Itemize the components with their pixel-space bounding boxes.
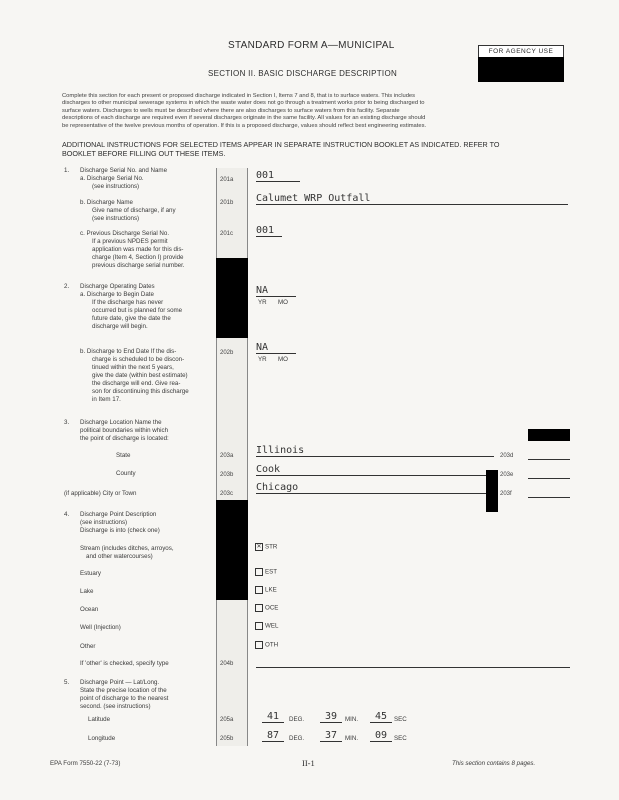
item2a-sub: discharge will begin.: [92, 323, 148, 330]
discharge-serial-field[interactable]: 001: [256, 170, 300, 182]
state-label: State: [116, 452, 131, 459]
form-title: STANDARD FORM A—MUNICIPAL: [228, 40, 395, 51]
item1c-sub: previous discharge serial number.: [92, 262, 185, 269]
other-label: If 'other' is checked, specify type: [80, 660, 169, 667]
intro-line: surface waters. Discharges to wells must be described where there are also discharges to surface waters from this facility. Separate: [62, 107, 400, 114]
option-code: OTH: [265, 641, 279, 649]
item1c-sub: If a previous NPDES permit: [92, 238, 168, 245]
latitude-label: Latitude: [88, 716, 111, 723]
checkbox-icon: [255, 604, 263, 612]
lat-min-field[interactable]: 39: [320, 711, 342, 723]
option-label: Stream (includes ditches, arroyos,: [80, 545, 174, 552]
option-code: OCE: [265, 604, 279, 612]
long-deg-field[interactable]: 87: [262, 730, 284, 742]
field-code: 205a: [220, 717, 234, 723]
other-type-field[interactable]: [256, 666, 570, 668]
previous-serial-field[interactable]: 001: [256, 225, 282, 237]
item5-sub: second. (see instructions): [80, 703, 151, 710]
item2-title: Discharge Operating Dates: [80, 283, 155, 290]
item2a-sub: occurred but is planned for some: [92, 307, 183, 314]
state-field[interactable]: Illinois: [256, 445, 494, 457]
item3-sub: the point of discharge is located:: [80, 435, 169, 442]
option-label: Estuary: [80, 570, 101, 577]
checkbox-icon: [255, 568, 263, 576]
item2b-sub: charge is scheduled to be discon-: [92, 356, 185, 363]
intro-line: discharges to other municipal sewerage systems in which the waste water does not go through a treatment works prior to being discharged to: [62, 100, 425, 107]
section-note: This section contains 8 pages.: [452, 760, 536, 767]
item2b-sub: son for discontinuing this discharge: [92, 388, 189, 395]
item1c-label: c. Previous Discharge Serial No.: [80, 230, 170, 237]
field-code: 201a: [220, 177, 234, 183]
option-label: Ocean: [80, 606, 99, 613]
item2a-label: a. Discharge to Begin Date: [80, 291, 154, 298]
field-code: 203e: [500, 472, 514, 478]
item1c-sub: application was made for this dis-: [92, 246, 184, 253]
end-date-field[interactable]: NA: [256, 342, 296, 354]
field-code: 203a: [220, 453, 234, 459]
field-code: 201c: [220, 231, 234, 237]
sec-label: SEC: [394, 716, 407, 723]
city-field[interactable]: Chicago: [256, 482, 494, 494]
item3-title: Discharge Location Name the: [80, 419, 162, 426]
intro-paragraph: [62, 93, 572, 130]
checkbox-icon: [255, 641, 263, 649]
page-number: II-1: [302, 758, 315, 768]
min-label: MIN.: [345, 716, 359, 723]
item3-sub: political boundaries within which: [80, 427, 169, 434]
item1-title: Discharge Serial No. and Name: [80, 167, 168, 174]
item1a-label: a. Discharge Serial No.: [80, 175, 144, 182]
item-number: 5.: [64, 679, 70, 686]
item4-title: Discharge Point Description: [80, 511, 157, 518]
option-str-checkbox[interactable]: [255, 543, 277, 552]
item5-sub: point of discharge to the nearest: [80, 695, 169, 702]
county-field[interactable]: Cook: [256, 464, 494, 476]
field-code: 203f: [500, 491, 512, 497]
mo-label: MO: [278, 299, 288, 306]
item-number: 3.: [64, 419, 70, 426]
longitude-label: Longitude: [88, 735, 116, 742]
long-sec-field[interactable]: 09: [370, 730, 392, 742]
redaction-block: [216, 258, 248, 338]
county-code-field[interactable]: [528, 477, 570, 479]
field-code: 201b: [220, 200, 234, 206]
option-oth-checkbox[interactable]: [255, 641, 278, 650]
city-label: (if applicable) City or Town: [64, 490, 137, 497]
option-wel-checkbox[interactable]: [255, 622, 278, 631]
yr-label: YR: [258, 356, 267, 363]
field-code: 203d: [500, 453, 514, 459]
item1a-sub: (see instructions): [92, 183, 140, 190]
begin-date-field[interactable]: NA: [256, 285, 296, 297]
option-code: STR: [265, 543, 278, 551]
item1c-sub: charge (Item 4, Section I) provide: [92, 254, 184, 261]
option-label: and other watercourses): [86, 553, 153, 560]
county-label: County: [116, 470, 136, 477]
item2b-sub: tinued within the next 5 years,: [92, 364, 174, 371]
lat-deg-field[interactable]: 41: [262, 711, 284, 723]
deg-label: DEG.: [289, 716, 305, 723]
option-code: LKE: [265, 586, 277, 594]
option-label: Other: [80, 643, 96, 650]
redaction-block: [528, 429, 570, 441]
item1b-sub: Give name of discharge, if any: [92, 207, 176, 214]
additional-line: BOOKLET BEFORE FILLING OUT THESE ITEMS.: [62, 149, 226, 158]
min-label: MIN.: [345, 735, 359, 742]
item-number: 1.: [64, 167, 70, 174]
additional-instructions: [62, 140, 577, 158]
item2b-sub: the discharge will end. Give rea-: [92, 380, 181, 387]
additional-line: ADDITIONAL INSTRUCTIONS FOR SELECTED ITEMS APPEAR IN SEPARATE INSTRUCTION BOOKLET AS INDICATED. REFER TO: [62, 140, 500, 149]
discharge-name-field[interactable]: Calumet WRP Outfall: [256, 193, 568, 205]
sec-label: SEC: [394, 735, 407, 742]
option-lke-checkbox[interactable]: [255, 586, 277, 595]
checkbox-checked-icon: ✕: [256, 544, 262, 550]
option-code: WEL: [265, 622, 279, 630]
item2a-sub: If the discharge has never: [92, 299, 164, 306]
yr-label: YR: [258, 299, 267, 306]
deg-label: DEG.: [289, 735, 305, 742]
item2b-sub: give the date (within best estimate): [92, 372, 188, 379]
item5-sub: State the precise location of the: [80, 687, 167, 694]
item2a-sub: future date, give the date the: [92, 315, 171, 322]
field-code: 205b: [220, 736, 234, 742]
item1b-label: b. Discharge Name: [80, 199, 133, 206]
option-est-checkbox[interactable]: [255, 568, 277, 577]
field-code: 203c: [220, 491, 234, 497]
long-min-field[interactable]: 37: [320, 730, 342, 742]
item2b-label: b. Discharge to End Date If the dis-: [80, 348, 177, 355]
field-code: 204b: [220, 661, 234, 667]
redaction-block: [486, 470, 498, 512]
item5-title: Discharge Point — Lat/Long.: [80, 679, 160, 686]
state-code-field[interactable]: [528, 458, 570, 460]
mo-label: MO: [278, 356, 288, 363]
field-code: 203b: [220, 472, 234, 478]
checkbox-icon: [255, 622, 263, 630]
option-oce-checkbox[interactable]: [255, 604, 278, 613]
agency-use-label: FOR AGENCY USE: [488, 48, 554, 55]
option-label: Well (Injection): [80, 624, 121, 631]
city-code-field[interactable]: [528, 496, 570, 498]
lat-sec-field[interactable]: 45: [370, 711, 392, 723]
section-title: SECTION II. BASIC DISCHARGE DESCRIPTION: [208, 69, 398, 78]
form-id: EPA Form 7550-22 (7-73): [50, 760, 121, 767]
item4-sub: Discharge is into (check one): [80, 527, 160, 534]
intro-line: Complete this section for each present or proposed discharge indicated in Section I, Items 7 and 8, that is to surface waters. This includes: [62, 93, 416, 99]
intro-line: be representative of the twelve previous months of operation. If this is a proposed discharge, values should reflect best engineering estimates.: [62, 122, 427, 129]
item-number: 4.: [64, 511, 70, 518]
redaction-block: [216, 500, 248, 600]
item4-sub: (see instructions): [80, 519, 128, 526]
item1b-sub: (see instructions): [92, 215, 140, 222]
option-label: Lake: [80, 588, 94, 595]
intro-line: descriptions of each discharge are required even if several discharges originate in the same facility. All values for an existing discharge should: [62, 115, 426, 122]
option-code: EST: [265, 568, 278, 576]
item2b-sub: in Item 17.: [92, 396, 121, 403]
item-number: 2.: [64, 283, 70, 290]
field-code: 202b: [220, 350, 234, 356]
redaction-block: [478, 57, 564, 82]
checkbox-icon: [255, 586, 263, 594]
